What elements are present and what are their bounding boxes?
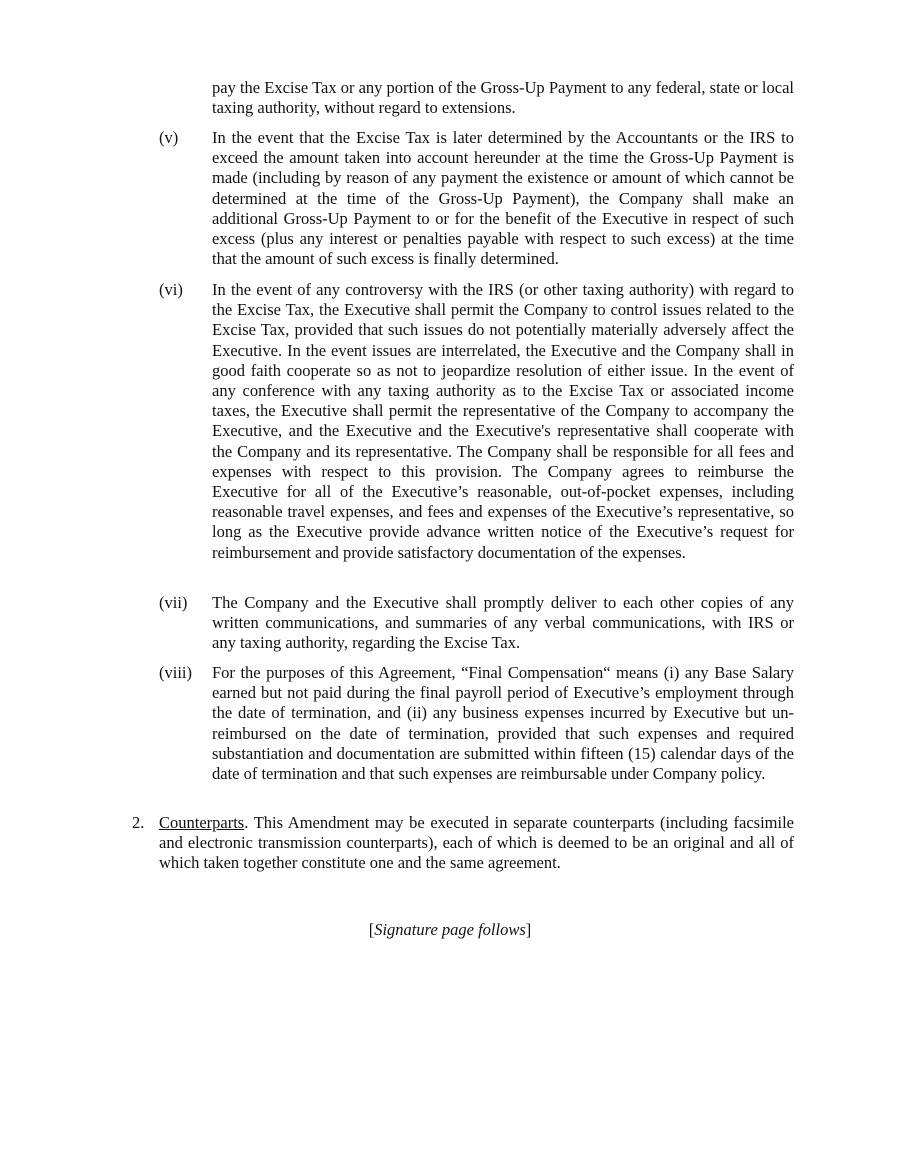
- item-number: (viii): [159, 663, 192, 682]
- item-number: (v): [159, 128, 179, 147]
- bracket-open: [: [368, 920, 375, 939]
- section-body: . This Amendment may be executed in separate counterparts (including facsimile and electronic transmission counterparts), each of which is deemed to be an original and all of which taken together constitute one and the same agreement.: [159, 813, 794, 873]
- item-text: In the event that the Excise Tax is later determined by the Accountants or the IRS to exceed the amount taken into account hereunder at the time the Gross-Up Payment is made (including by reason of any payment the existence or amount of which cannot be determined at the time of the Gross-Up Payment), the Company shall make an additional Gross-Up Payment to or for the benefit of the Executive in respect of such excess (plus any interest or penalties payable with respect to such excess) at the time that the amount of such excess is finally determined.: [212, 128, 794, 269]
- item-text: In the event of any controversy with the IRS (or other taxing authority) with regard to the Excise Tax, the Executive shall permit the Company to control issues related to the Excise Tax, provided that such issues do not potentially materially adversely affect the Executive. In the event issues are interrelated, the Executive and the Company shall in good faith cooperate so as not to jeopardize resolution of either issue. In the event of any conference with any taxing authority as to the Excise Tax or associated income taxes, the Executive shall permit the representative of the Company to accompany the Executive, and the Executive and the Executive's representative shall cooperate with the Company and its representative. The Company shall be responsible for all fees and expenses with respect to this provision. The Company agrees to reimburse the Executive for all of the Executive’s reasonable, out-of-pocket expenses, including reasonable travel expenses, and fees and expenses of the Executive’s representative, so long as the Executive provide advance written notice of the Executive’s request for reimbursement and provide satisfactory documentation of the expenses.: [212, 280, 794, 562]
- list-item-viii: [159, 663, 794, 784]
- signature-note-label: Signature page follows: [374, 920, 526, 939]
- item-number: (vii): [159, 593, 188, 612]
- signature-page-note: [0, 920, 900, 940]
- item-text: For the purposes of this Agreement, “Final Compensation“ means (i) any Base Salary earned but not paid during the final payroll period of Executive’s employment through the date of termination, and (ii) any business expenses incurred by Executive but un-reimbursed on the date of termination, provided that such expenses and required substantiation and documentation are submitted within fifteen (15) calendar days of the date of termination and that such expenses are reimbursable under Company policy.: [212, 663, 794, 784]
- section-number: 2.: [132, 813, 145, 832]
- section-text: [159, 813, 794, 874]
- list-item-vii: [159, 593, 794, 654]
- list-item-v: [159, 128, 794, 269]
- item-number: (vi): [159, 280, 183, 299]
- item-text: The Company and the Executive shall promptly deliver to each other copies of any written communications, and summaries of any verbal communications, with IRS or any taxing authority, regarding the Excise Tax.: [212, 593, 794, 653]
- continuation-paragraph: pay the Excise Tax or any portion of the Gross-Up Payment to any federal, state or local taxing authority, without regard to extensions.: [212, 78, 794, 118]
- list-item-vi: [159, 280, 794, 563]
- section-heading: Counterparts: [159, 813, 245, 832]
- section-counterparts: [132, 813, 794, 874]
- bracket-close: ]: [525, 920, 532, 939]
